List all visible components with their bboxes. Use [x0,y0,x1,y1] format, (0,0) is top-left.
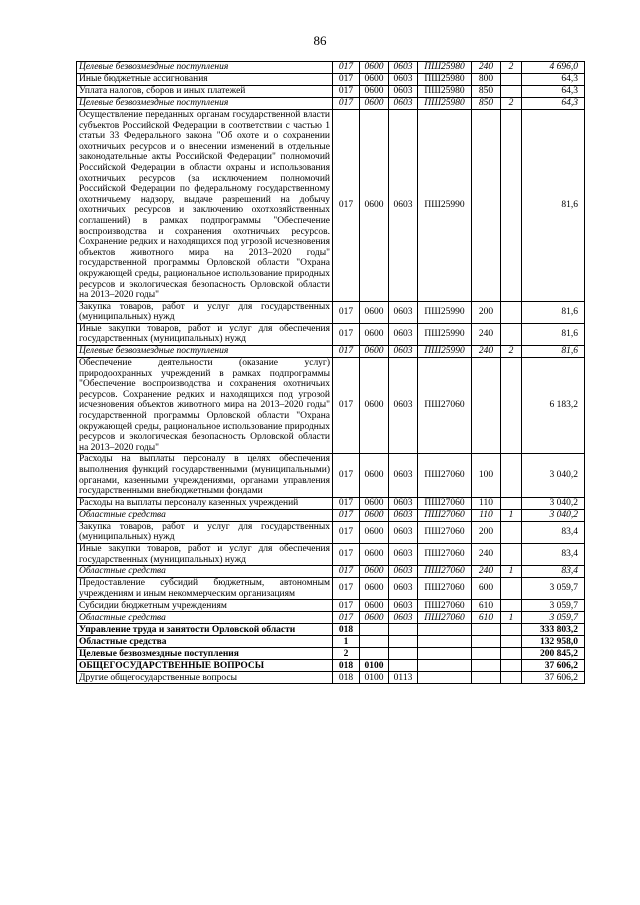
cell-target-item: ПШ25980 [418,74,472,86]
table-row [77,660,585,672]
cell-name: Обеспечение деятельности (оказание услуг) природоохранных учреждений в рамках подпрограммы "Обеспечение воспроизводства и сохранения охотничьих ресурсов. Сохранение редких и находящихся под угрозой исчезновения объектов животного мира на 2013–2020 годы" государственной программы Орловской области "Охрана окружающей среды, рациональное использование природных ресурсов и экологическая безопасность Орловской области на 2013–2020 годы" [77,358,333,454]
cell-funding-source: 2 [501,98,522,110]
cell-name: Уплата налогов, сборов и иных платежей [77,86,333,98]
cell-funding-source [501,454,522,497]
cell-funding-source [501,543,522,565]
cell-name: Иные бюджетные ассигнования [77,74,333,86]
cell-subsection: 0603 [389,301,418,323]
cell-funding-source: 1 [501,612,522,624]
cell-target-item [418,624,472,636]
cell-section [360,648,389,660]
cell-amount: 4 696,0 [522,62,585,74]
table-row [77,86,585,98]
cell-amount: 37 606,2 [522,660,585,672]
cell-amount: 333 803,2 [522,624,585,636]
cell-target-item: ПШ27060 [418,566,472,578]
cell-target-item: ПШ25990 [418,346,472,358]
cell-amount: 81,6 [522,346,585,358]
cell-funding-source [501,578,522,600]
cell-section: 0600 [360,110,389,302]
cell-amount: 83,4 [522,566,585,578]
cell-subsection: 0603 [389,110,418,302]
cell-target-item [418,648,472,660]
cell-section: 0100 [360,660,389,672]
cell-amount: 81,6 [522,301,585,323]
cell-expense-type: 200 [472,301,501,323]
cell-expense-type [472,648,501,660]
cell-name: Областные средства [77,509,333,521]
cell-section: 0600 [360,323,389,345]
table-row [77,672,585,684]
cell-subsection: 0603 [389,323,418,345]
cell-target-item [418,672,472,684]
table-row [77,497,585,509]
cell-target-item: ПШ25990 [418,110,472,302]
cell-funding-source [501,660,522,672]
cell-section: 0600 [360,74,389,86]
table-row [77,578,585,600]
cell-funding-source: 1 [501,566,522,578]
cell-subsection: 0603 [389,509,418,521]
cell-amount: 3 040,2 [522,454,585,497]
cell-amount: 64,3 [522,98,585,110]
cell-name: Расходы на выплаты персоналу казенных учреждений [77,497,333,509]
cell-target-item: ПШ25980 [418,86,472,98]
cell-name: Целевые безвозмездные поступления [77,648,333,660]
cell-funding-source [501,86,522,98]
cell-section: 0100 [360,672,389,684]
cell-admin-code: 017 [333,346,360,358]
cell-admin-code: 017 [333,578,360,600]
cell-name: Закупка товаров, работ и услуг для государственных (муниципальных) нужд [77,301,333,323]
cell-subsection: 0603 [389,98,418,110]
cell-section [360,624,389,636]
cell-target-item: ПШ27060 [418,521,472,543]
cell-section: 0600 [360,86,389,98]
table-row [77,358,585,454]
cell-name: Областные средства [77,636,333,648]
cell-admin-code: 017 [333,497,360,509]
cell-amount: 64,3 [522,86,585,98]
cell-section: 0600 [360,346,389,358]
cell-target-item: ПШ25980 [418,98,472,110]
cell-admin-code: 017 [333,98,360,110]
cell-amount: 64,3 [522,74,585,86]
cell-subsection: 0603 [389,612,418,624]
cell-expense-type: 800 [472,74,501,86]
cell-subsection: 0603 [389,74,418,86]
cell-funding-source: 2 [501,346,522,358]
cell-expense-type [472,110,501,302]
cell-section [360,636,389,648]
cell-name: Субсидии бюджетным учреждениям [77,600,333,612]
table-row [77,346,585,358]
cell-name: Областные средства [77,612,333,624]
cell-subsection: 0603 [389,358,418,454]
cell-target-item: ПШ27060 [418,358,472,454]
cell-admin-code: 017 [333,543,360,565]
cell-amount: 83,4 [522,543,585,565]
cell-admin-code: 1 [333,636,360,648]
cell-amount: 6 183,2 [522,358,585,454]
cell-section: 0600 [360,358,389,454]
cell-target-item: ПШ27060 [418,578,472,600]
cell-section: 0600 [360,62,389,74]
cell-funding-source [501,74,522,86]
cell-amount: 81,6 [522,323,585,345]
cell-target-item: ПШ27060 [418,454,472,497]
cell-funding-source [501,497,522,509]
table-row [77,110,585,302]
cell-name: Областные средства [77,566,333,578]
cell-admin-code: 017 [333,86,360,98]
cell-amount: 200 845,2 [522,648,585,660]
cell-section: 0600 [360,521,389,543]
cell-target-item: ПШ27060 [418,497,472,509]
cell-amount: 37 606,2 [522,672,585,684]
cell-funding-source [501,672,522,684]
cell-target-item: ПШ25990 [418,323,472,345]
cell-funding-source [501,301,522,323]
cell-admin-code: 018 [333,672,360,684]
cell-amount: 83,4 [522,521,585,543]
cell-expense-type [472,358,501,454]
cell-target-item: ПШ27060 [418,600,472,612]
table-row [77,301,585,323]
table-row [77,543,585,565]
cell-admin-code: 017 [333,358,360,454]
cell-admin-code: 018 [333,660,360,672]
cell-subsection: 0603 [389,86,418,98]
table-row [77,566,585,578]
cell-section: 0600 [360,600,389,612]
cell-funding-source [501,110,522,302]
cell-subsection: 0603 [389,62,418,74]
table-row [77,648,585,660]
cell-funding-source [501,648,522,660]
cell-subsection: 0603 [389,600,418,612]
table-row [77,612,585,624]
cell-admin-code: 017 [333,62,360,74]
cell-section: 0600 [360,497,389,509]
cell-amount: 3 040,2 [522,509,585,521]
cell-expense-type [472,636,501,648]
budget-table [76,61,585,684]
cell-amount: 3 040,2 [522,497,585,509]
table-row [77,521,585,543]
cell-subsection [389,648,418,660]
cell-admin-code: 017 [333,454,360,497]
table-row [77,624,585,636]
cell-expense-type: 110 [472,509,501,521]
cell-section: 0600 [360,578,389,600]
cell-name: Расходы на выплаты персоналу в целях обеспечения выполнения функций государственными (муниципальными) органами, казенными учреждениями, органами управления государственными внебюджетными фондами [77,454,333,497]
cell-expense-type: 100 [472,454,501,497]
cell-expense-type: 240 [472,346,501,358]
cell-section: 0600 [360,98,389,110]
cell-subsection: 0603 [389,454,418,497]
cell-subsection [389,636,418,648]
table-row [77,600,585,612]
cell-name: Осуществление переданных органам государственной власти субъектов Российской Федерации в соответствии с частью 1 статьи 33 Федерального закона "Об охоте и о сохранении охотничьих ресурсов и о внесении изменений в отдельные законодательные акты Российской Федерации" полномочий Российской Федерации в области охраны и использования охотничьих ресурсов (за исключением полномочий Российской Федерации по федеральному государственному охотничьему надзору, выдаче разрешений на добычу охотничьих ресурсов и заключению охотхозяйственных соглашений) в рамках подпрограммы "Обеспечение воспроизводства и сохранения охотничьих ресурсов. Сохранение редких и находящихся под угрозой исчезновения объектов животного мира на 2013–2020 годы" государственной программы Орловской области "Охрана окружающей среды, рациональное использование природных ресурсов и экологическая безопасность Орловской области на 2013–2020 годы" [77,110,333,302]
cell-admin-code: 017 [333,566,360,578]
cell-funding-source [501,624,522,636]
cell-expense-type: 110 [472,497,501,509]
cell-expense-type: 240 [472,543,501,565]
cell-subsection: 0113 [389,672,418,684]
cell-name: Другие общегосударственные вопросы [77,672,333,684]
cell-target-item [418,636,472,648]
cell-section: 0600 [360,566,389,578]
cell-target-item: ПШ27060 [418,612,472,624]
cell-expense-type: 240 [472,323,501,345]
cell-expense-type [472,660,501,672]
cell-expense-type: 850 [472,86,501,98]
cell-expense-type [472,672,501,684]
cell-target-item: ПШ27060 [418,509,472,521]
page-number: 86 [313,33,327,48]
cell-funding-source [501,600,522,612]
cell-name: Иные закупки товаров, работ и услуг для обеспечения государственных (муниципальных) нужд [77,543,333,565]
cell-expense-type: 610 [472,612,501,624]
cell-section: 0600 [360,612,389,624]
cell-funding-source [501,323,522,345]
table-row [77,62,585,74]
cell-name: Иные закупки товаров, работ и услуг для обеспечения государственных (муниципальных) нужд [77,323,333,345]
cell-amount: 3 059,7 [522,600,585,612]
cell-admin-code: 017 [333,509,360,521]
cell-expense-type: 200 [472,521,501,543]
cell-admin-code: 017 [333,110,360,302]
cell-name: Целевые безвозмездные поступления [77,98,333,110]
cell-target-item [418,660,472,672]
table-row [77,323,585,345]
cell-target-item: ПШ25990 [418,301,472,323]
cell-funding-source [501,358,522,454]
cell-admin-code: 2 [333,648,360,660]
cell-admin-code: 017 [333,612,360,624]
cell-subsection: 0603 [389,578,418,600]
cell-subsection [389,624,418,636]
cell-name: Закупка товаров, работ и услуг для государственных (муниципальных) нужд [77,521,333,543]
cell-amount: 132 958,0 [522,636,585,648]
cell-expense-type: 240 [472,62,501,74]
cell-section: 0600 [360,543,389,565]
table-row [77,454,585,497]
budget-table-body [77,62,585,684]
cell-name: Предоставление субсидий бюджетным, автономным учреждениям и иным некоммерческим организациям [77,578,333,600]
table-row [77,74,585,86]
cell-admin-code: 018 [333,624,360,636]
cell-admin-code: 017 [333,521,360,543]
cell-subsection: 0603 [389,566,418,578]
cell-subsection: 0603 [389,497,418,509]
cell-subsection: 0603 [389,346,418,358]
cell-expense-type: 240 [472,566,501,578]
cell-admin-code: 017 [333,600,360,612]
cell-expense-type: 850 [472,98,501,110]
table-row [77,636,585,648]
cell-amount: 3 059,7 [522,612,585,624]
cell-subsection [389,660,418,672]
cell-target-item: ПШ25980 [418,62,472,74]
table-row [77,509,585,521]
cell-section: 0600 [360,509,389,521]
cell-expense-type: 610 [472,600,501,612]
cell-funding-source [501,636,522,648]
cell-funding-source: 1 [501,509,522,521]
cell-amount: 3 059,7 [522,578,585,600]
cell-name: Управление труда и занятости Орловской области [77,624,333,636]
cell-expense-type [472,624,501,636]
cell-name: Целевые безвозмездные поступления [77,346,333,358]
cell-section: 0600 [360,454,389,497]
cell-subsection: 0603 [389,543,418,565]
cell-section: 0600 [360,301,389,323]
cell-funding-source [501,521,522,543]
cell-funding-source: 2 [501,62,522,74]
table-row [77,98,585,110]
cell-admin-code: 017 [333,323,360,345]
cell-name: Целевые безвозмездные поступления [77,62,333,74]
cell-target-item: ПШ27060 [418,543,472,565]
cell-amount: 81,6 [522,110,585,302]
cell-subsection: 0603 [389,521,418,543]
cell-admin-code: 017 [333,74,360,86]
cell-expense-type: 600 [472,578,501,600]
cell-admin-code: 017 [333,301,360,323]
cell-name: ОБЩЕГОСУДАРСТВЕННЫЕ ВОПРОСЫ [77,660,333,672]
